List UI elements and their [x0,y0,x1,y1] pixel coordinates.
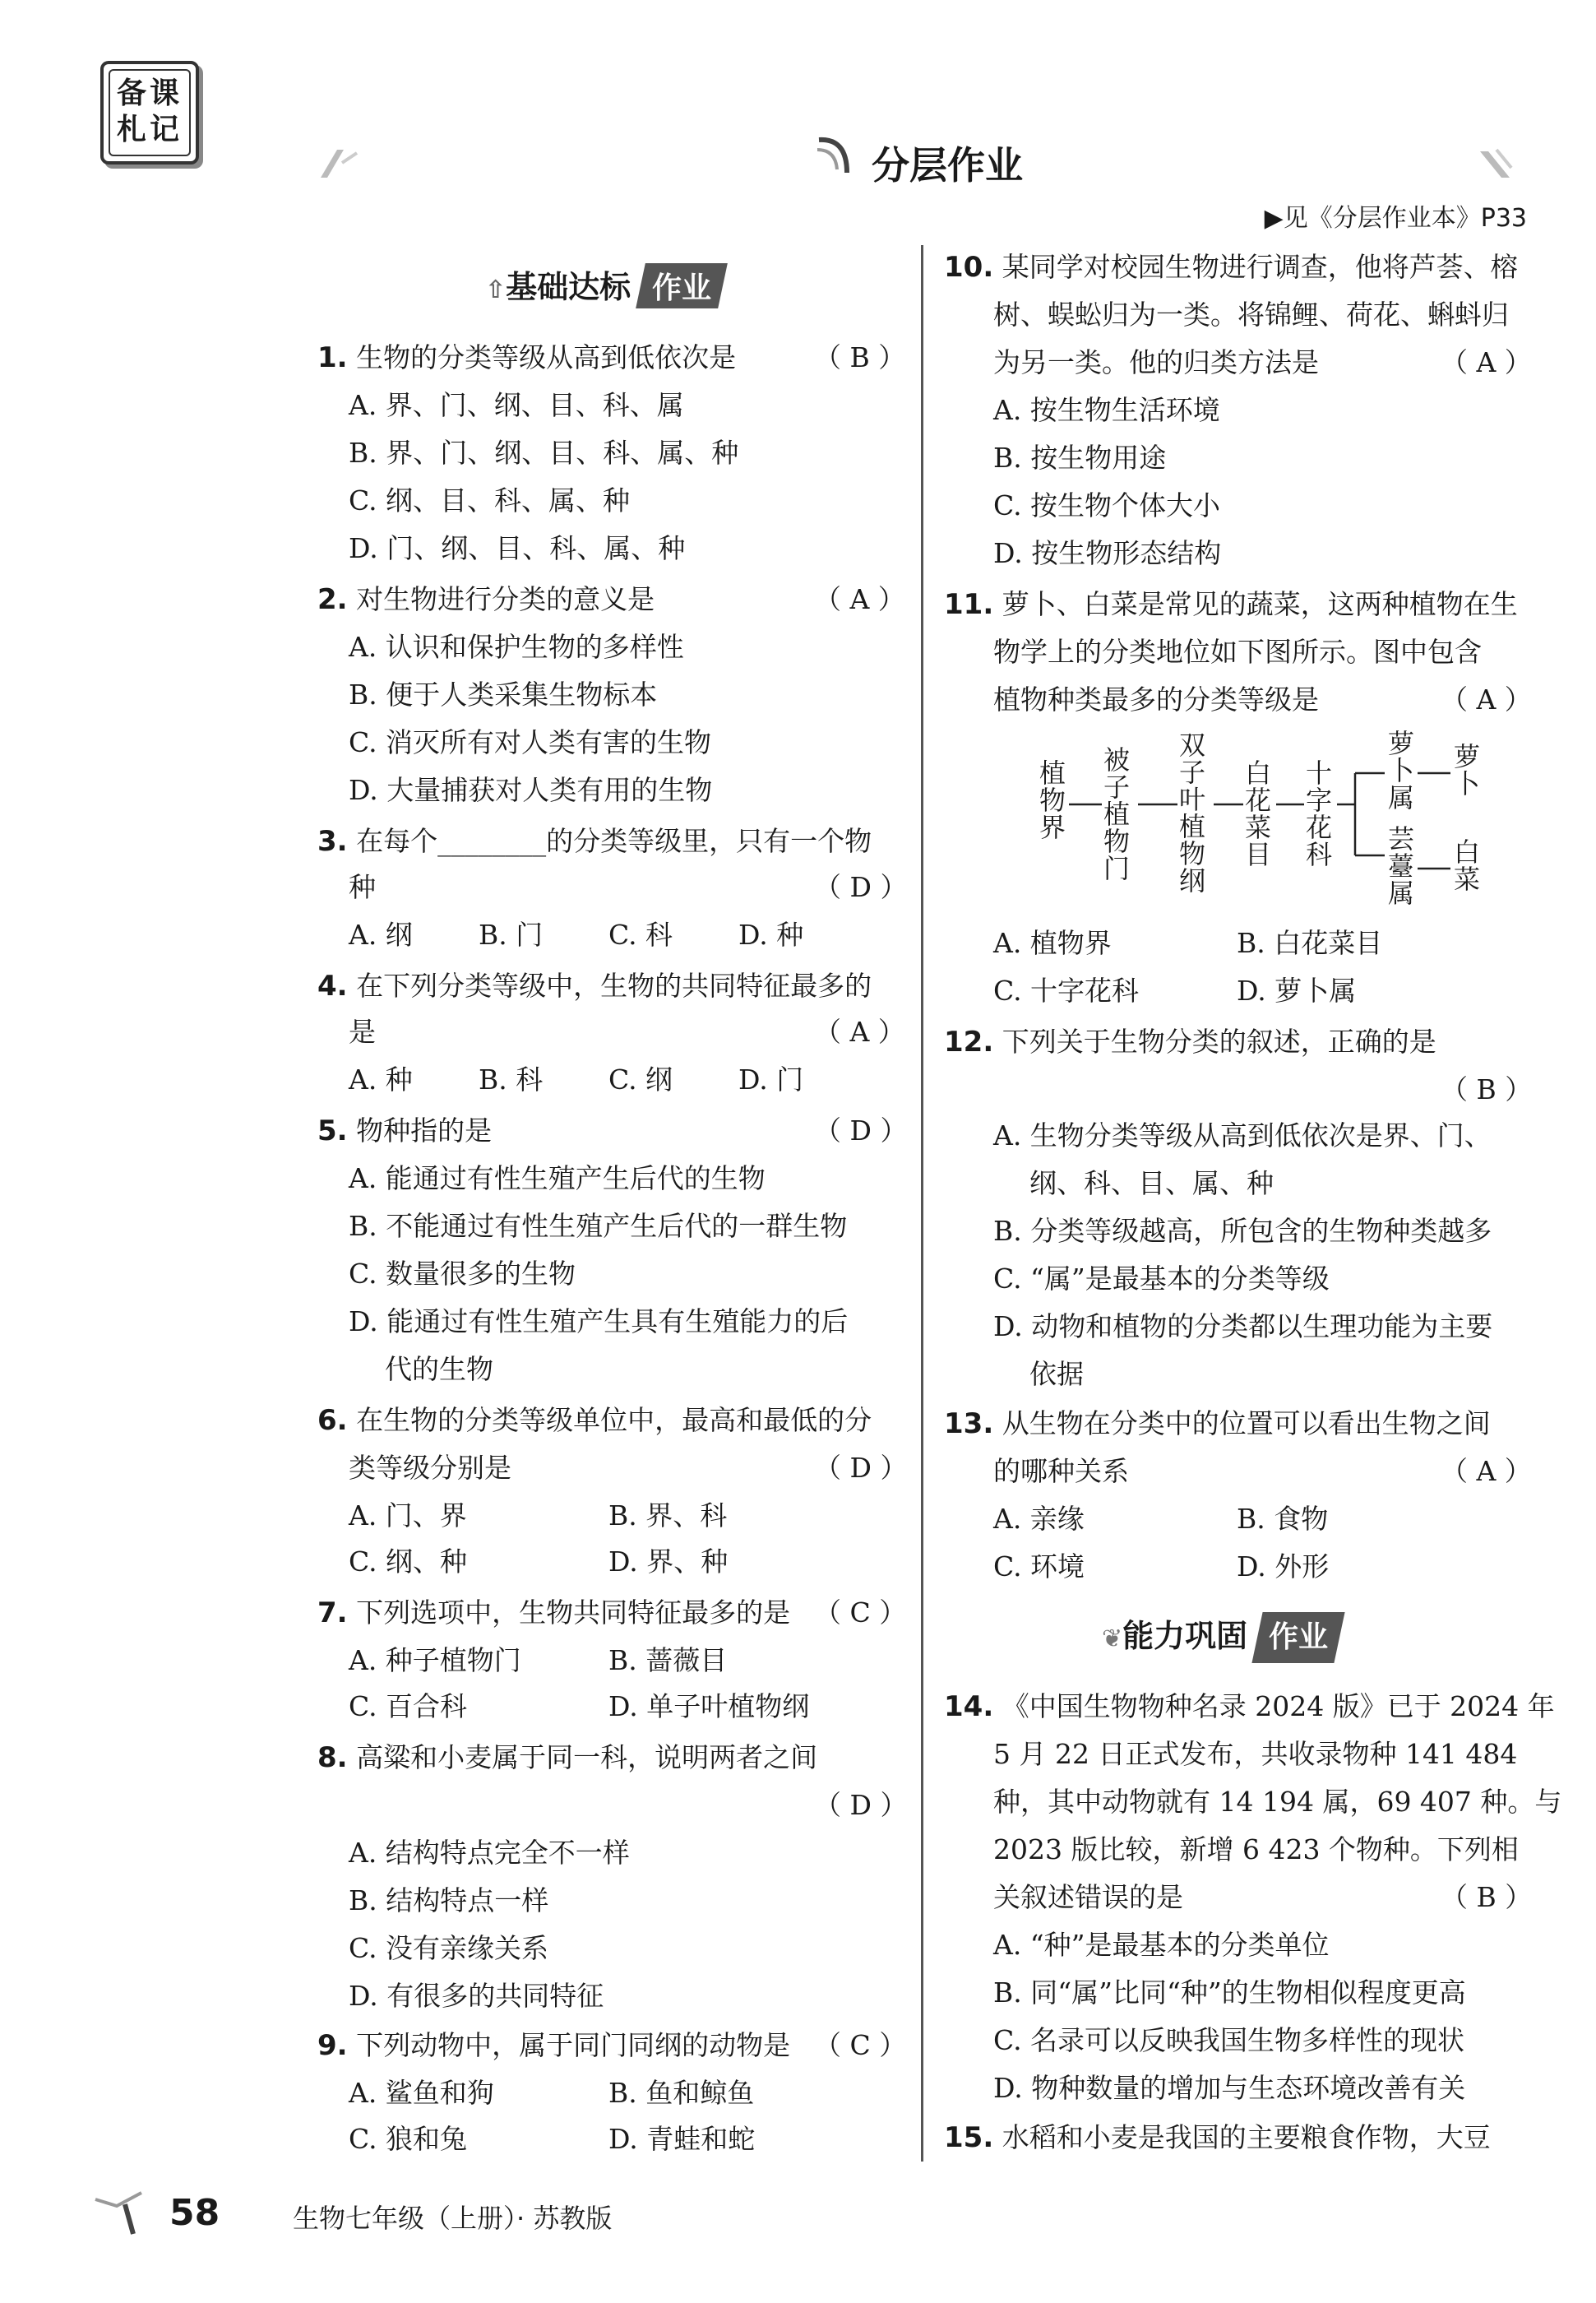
option: D. 萝卜属 [1237,975,1357,1007]
option: B. 界、科 [608,1499,728,1531]
question-6-cont: 类等级分别是 [349,1452,511,1484]
tree-species-2: 白菜 [1453,836,1480,895]
header-left-deco [314,146,363,179]
answer-10: （ A ） [1441,346,1532,378]
option: B. 门 [479,919,544,951]
option: B. 不能通过有性生殖产生后代的一群生物 [349,1210,848,1242]
section-badge: 作业 [1252,1612,1345,1663]
answer-1: （ B ） [814,341,906,373]
option: D. 门 [738,1063,804,1096]
option: D. 物种数量的增加与生态环境改善有关 [993,2072,1466,2104]
option: D. 动物和植物的分类都以生理功能为主要 [993,1310,1493,1342]
page-title: 分层作业 [872,143,1023,188]
option: C. 没有亲缘关系 [349,1932,549,1964]
option: C. 纲、种 [349,1545,468,1578]
option: A. 生物分类等级从高到低依次是界、门、 [993,1119,1492,1152]
option: A. 亲缘 [993,1503,1085,1535]
option: D. 有很多的共同特征 [349,1980,604,2012]
option: B. 界、门、纲、目、科、属、种 [349,437,739,469]
tree-genus-1: 萝卜属 [1387,728,1414,813]
option: D. 按生物形态结构 [993,537,1222,569]
option: B. 食物 [1237,1503,1329,1535]
tree-family: 十字花科 [1305,758,1332,870]
question-9: 9. 下列动物中，属于同门同纲的动物是 [317,2029,791,2062]
question-13: 13. 从生物在分类中的位置可以看出生物之间 [944,1407,1491,1440]
page-number: 58 [169,2192,220,2234]
answer-13: （ A ） [1441,1455,1532,1487]
option-cont: 代的生物 [385,1353,493,1385]
section-title-ability: 能力巩固 [1122,1618,1248,1654]
tree-species-1: 萝卜 [1453,741,1480,799]
header-right-deco [1472,146,1521,179]
question-15: 15. 水稻和小麦是我国的主要粮食作物，大豆 [944,2121,1491,2154]
answer-12: （ B ） [1441,1073,1533,1105]
option: A. “种”是最基本的分类单位 [993,1929,1330,1961]
option: D. 外形 [1237,1550,1330,1582]
option: A. 种子植物门 [349,1644,521,1676]
answer-8: （ D ） [814,1789,908,1821]
book-title: 生物七年级（上册）· 苏教版 [293,2203,613,2234]
tree-genus-2: 芸薹属 [1387,823,1414,909]
option: A. 纲 [349,919,413,951]
option: C. 名录可以反映我国生物多样性的现状 [993,2024,1465,2056]
question-4-cont: 是 [349,1016,376,1048]
question-2: 2. 对生物进行分类的意义是 [317,583,655,616]
option: D. 青蛙和蛇 [608,2123,756,2155]
option: C. 纲 [608,1063,673,1096]
option: C. 数量很多的生物 [349,1258,576,1290]
option: C. 狼和兔 [349,2123,468,2155]
option: B. 按生物用途 [993,442,1167,474]
answer-2: （ A ） [814,583,905,615]
question-4: 4. 在下列分类等级中，生物的共同特征最多的 [317,970,872,1003]
option: D. 种 [738,919,804,951]
option: B. 便于人类采集生物标本 [349,679,658,711]
tree-order: 白花菜目 [1244,758,1271,870]
question-3-cont: 种 [349,871,376,903]
option-cont: 依据 [1029,1358,1084,1390]
header-arc-icon [814,132,855,181]
answer-14: （ B ） [1441,1881,1533,1913]
answer-9: （ C ） [814,2029,907,2061]
option: A. 按生物生活环境 [993,394,1220,426]
option: A. 植物界 [993,927,1112,959]
option: A. 种 [349,1063,413,1096]
question-6: 6. 在生物的分类等级单位中，最高和最低的分 [317,1404,872,1437]
question-14-cont: 2023 版比较，新增 6 423 个物种。下列相 [993,1833,1519,1865]
section-badge: 作业 [636,263,728,308]
footer-deco-icon [92,2188,150,2237]
section-header-basic [485,262,723,308]
option: A. 门、界 [349,1499,467,1531]
option: B. 结构特点一样 [349,1884,549,1916]
question-11-cont: 植物种类最多的分类等级是 [993,683,1319,716]
option: D. 能通过有性生殖产生具有生殖能力的后 [349,1305,849,1337]
option: C. 按生物个体大小 [993,489,1221,521]
column-divider [921,245,923,2162]
tree-phylum: 被子植物门 [1103,744,1130,884]
question-14-cont: 关叙述错误的是 [993,1881,1183,1913]
question-10: 10. 某同学对校园生物进行调查，他将芦荟、榕 [944,251,1518,284]
question-14: 14. 《中国生物物种名录 2024 版》已于 2024 年 [944,1690,1555,1723]
question-13-cont: 的哪种关系 [993,1455,1129,1487]
option: C. 十字花科 [993,975,1140,1007]
question-14-cont: 种，其中动物就有 14 194 属，69 407 种。与 [993,1786,1562,1818]
question-10-cont: 树、蜈蚣归为一类。将锦鲤、荷花、蝌蚪归 [993,299,1509,331]
option: A. 界、门、纲、目、科、属 [349,389,684,421]
option: D. 大量捕获对人类有用的生物 [349,774,713,806]
option: C. “属”是最基本的分类等级 [993,1263,1330,1295]
tree-connector-lines [1061,724,1488,909]
question-11-cont: 物学上的分类地位如下图所示。图中包含 [993,636,1482,668]
option: C. 科 [608,919,673,951]
answer-5: （ D ） [814,1114,908,1147]
option: D. 单子叶植物纲 [608,1690,810,1722]
option: B. 同“属”比同“种”的生物相似程度更高 [993,1976,1466,2009]
tree-kingdom: 植物界 [1039,758,1066,843]
leaf-icon: ❦ [1102,1624,1123,1653]
answer-4: （ A ） [814,1016,905,1048]
question-14-cont: 5 月 22 日正式发布，共收录物种 141 484 [993,1738,1518,1770]
question-8: 8. 高粱和小麦属于同一科，说明两者之间 [317,1741,818,1774]
answer-3: （ D ） [814,871,908,903]
notes-stamp [100,61,199,164]
option: D. 界、种 [608,1545,729,1578]
answer-11: （ A ） [1441,683,1532,716]
option: A. 结构特点完全不一样 [349,1837,630,1869]
option-cont: 纲、科、目、属、种 [1029,1167,1274,1199]
section-header-ability [1102,1612,1339,1663]
option: C. 纲、目、科、属、种 [349,484,631,517]
arrow-up-icon: ⇧ [485,276,507,304]
question-10-cont: 为另一类。他的归类方法是 [993,346,1319,378]
option: B. 科 [479,1063,544,1096]
answer-7: （ C ） [814,1596,907,1629]
stamp-line-1: 备课 [116,76,183,110]
option: B. 鱼和鲸鱼 [608,2077,755,2109]
option: B. 蔷薇目 [608,1644,728,1676]
stamp-line-2: 札记 [116,113,183,146]
option: A. 认识和保护生物的多样性 [349,631,684,663]
option: C. 消灭所有对人类有害的生物 [349,726,712,758]
question-11: 11. 萝卜、白菜是常见的蔬菜，这两种植物在生 [944,588,1518,621]
question-3: 3. 在每个________的分类等级里，只有一个物 [317,825,872,858]
option: C. 环境 [993,1550,1085,1582]
section-title-basic: 基础达标 [506,269,631,305]
option: C. 百合科 [349,1690,468,1722]
tree-class: 双子叶植物纲 [1178,730,1205,897]
option: A. 鲨鱼和狗 [349,2077,494,2109]
option: D. 门、纲、目、科、属、种 [349,532,686,564]
question-12: 12. 下列关于生物分类的叙述，正确的是 [944,1026,1436,1059]
option: A. 能通过有性生殖产生后代的生物 [349,1162,766,1194]
option: B. 白花菜目 [1237,927,1383,959]
option: B. 分类等级越高，所包含的生物种类越多 [993,1215,1492,1247]
question-1: 1. 生物的分类等级从高到低依次是 [317,341,737,374]
question-5: 5. 物种指的是 [317,1114,493,1147]
workbook-reference: ▶见《分层作业本》P33 [1264,204,1527,233]
answer-6: （ D ） [814,1452,908,1484]
question-7: 7. 下列选项中，生物共同特征最多的是 [317,1596,791,1629]
